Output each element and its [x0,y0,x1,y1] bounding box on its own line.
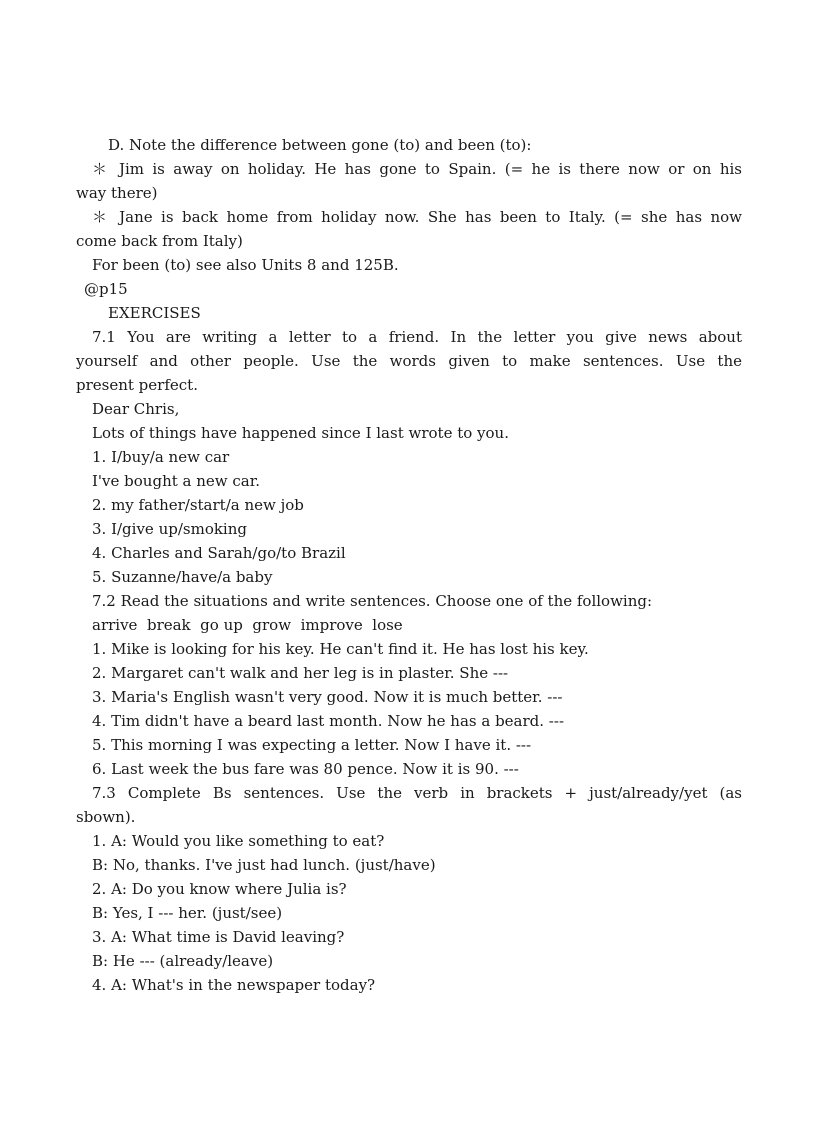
exercise-7-2-item-2: 2. Margaret can't walk and her leg is in plaster. She --- [92,664,509,682]
exercise-7-2-word-list: arrive break go up grow improve lose [92,616,403,634]
exercise-7-1-item-5: 5. Suzanne/have/a baby [92,568,273,586]
example-jane: ＊ Jane is back home from holiday now. She has been to Italy. (= she has now [92,208,742,226]
exercise-7-1-instructions: 7.1 You are writing a letter to a friend. In the letter you give news about [92,328,742,346]
example-jim-cont: way there) [76,184,158,202]
exercise-7-1-item-4: 4. Charles and Sarah/go/to Brazil [92,544,346,562]
letter-salutation: Dear Chris, [92,400,180,418]
section-d-heading: D. Note the difference between gone (to) and been (to): [108,136,532,154]
exercise-7-1-answer-1: I've bought a new car. [92,472,261,490]
exercise-7-2-item-1: 1. Mike is looking for his key. He can't find it. He has lost his key. [92,640,589,658]
exercise-7-1-item-3: 3. I/give up/smoking [92,520,247,538]
exercise-7-2-item-5: 5. This morning I was expecting a letter. Now I have it. --- [92,736,532,754]
exercises-heading: EXERCISES [108,304,201,322]
example-jim: ＊ Jim is away on holiday. He has gone to Spain. (= he is there now or on his [92,160,742,178]
exercise-7-3-item-3-a: 3. A: What time is David leaving? [92,928,345,946]
exercise-7-3-instructions-cont: sbown). [76,808,136,826]
exercise-7-3-item-2-b: B: Yes, I --- her. (just/see) [92,904,283,922]
cross-reference: For been (to) see also Units 8 and 125B. [92,256,399,274]
page-marker: @p15 [84,280,128,298]
exercise-7-1-item-1: 1. I/buy/a new car [92,448,230,466]
exercise-7-1-instructions-cont: yourself and other people. Use the words given to make sentences. Use the [76,352,742,370]
exercise-7-3-item-1-b: B: No, thanks. I've just had lunch. (just/have) [92,856,436,874]
exercise-7-2-item-4: 4. Tim didn't have a beard last month. Now he has a beard. --- [92,712,565,730]
example-jane-cont: come back from Italy) [76,232,243,250]
exercise-7-3-instructions: 7.3 Complete Bs sentences. Use the verb in brackets + just/already/yet (as [92,784,742,802]
exercise-7-3-item-2-a: 2. A: Do you know where Julia is? [92,880,347,898]
exercise-7-3-item-4-a: 4. A: What's in the newspaper today? [92,976,376,994]
exercise-7-2-instructions: 7.2 Read the situations and write sentences. Choose one of the following: [92,592,653,610]
exercise-7-3-item-1-a: 1. A: Would you like something to eat? [92,832,385,850]
exercise-7-1-instructions-end: present perfect. [76,376,198,394]
letter-intro: Lots of things have happened since I last wrote to you. [92,424,509,442]
exercise-7-2-item-3: 3. Maria's English wasn't very good. Now it is much better. --- [92,688,563,706]
exercise-7-1-item-2: 2. my father/start/a new job [92,496,304,514]
exercise-7-2-item-6: 6. Last week the bus fare was 80 pence. Now it is 90. --- [92,760,519,778]
exercise-7-3-item-3-b: B: He --- (already/leave) [92,952,274,970]
